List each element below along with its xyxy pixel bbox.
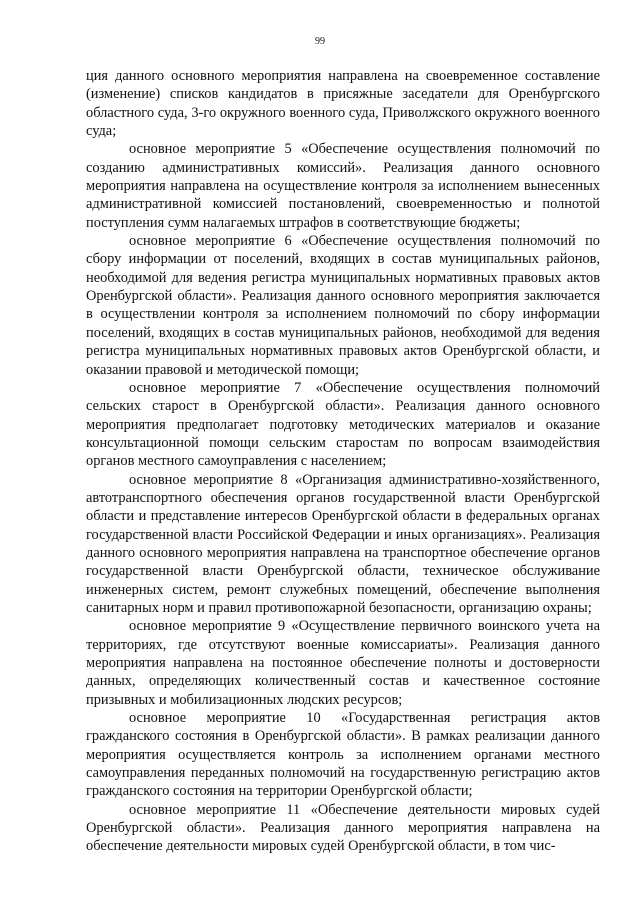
paragraph-measure-8: основное мероприятие 8 «Организация административно-хозяйственного, автотранспортного обеспечения органов государственной власти Оренбургской области и представление интересов Оренбургской области в федеральных органах государственной власти Российской Федерации и иных организациях». Реализация данного основного мероприятия направлена на транспортное обеспечение органов государственной власти Оренбургской области, техническое обслуживание инженерных систем, ремонт служебных помещений, обеспечение выполнения санитарных норм и правил противопожарной безопасности, организацию охраны; — [86, 471, 600, 616]
page-number: 99 — [315, 36, 325, 47]
paragraph-measure-7: основное мероприятие 7 «Обеспечение осуществления полномочий сельских старост в Оренбургской области». Реализация данного основного мероприятия предполагает подготовку методических материалов и оказание консультационной помощи сельским старостам по вопросам взаимодействия органов местного самоуправления с населением; — [86, 379, 600, 470]
paragraph-measure-11: основное мероприятие 11 «Обеспечение деятельности мировых судей Оренбургской области». Реализация данного мероприятия направлена на обеспечение деятельности мировых судей Оренбургской области, в том чис- — [86, 801, 600, 855]
paragraph-measure-5: основное мероприятие 5 «Обеспечение осуществления полномочий по созданию административных комиссий». Реализация данного основного мероприятия направлена на осуществление контроля за исполнением вынесенных административной комиссией постановлений, своевременностью и полнотой поступления сумм налагаемых штрафов в соответствующие бюджеты; — [86, 141, 600, 231]
document-body — [86, 67, 600, 856]
paragraph-measure-10: основное мероприятие 10 «Государственная регистрация актов гражданского состояния в Оренбургской области». В рамках реализации данного мероприятия осуществляется контроль за исполнением органами местного самоуправления переданных полномочий на государственную регистрацию актов гражданского состояния на территории Оренбургской области; — [86, 710, 600, 800]
paragraph-measure-6: основное мероприятие 6 «Обеспечение осуществления полномочий по сбору информации от поселений, входящих в состав муниципальных районов, необходимой для ведения регистра муниципальных нормативных правовых актов Оренбургской области». Реализация данного основного мероприятия заключается в осуществлении контроля за исполнением полномочий по сбору информации поселений, входящих в состав муниципальных районов, необходимой для ведения регистра муниципальных нормативных правовых актов Оренбургской области, и оказании правовой и методической помощи; — [86, 233, 600, 378]
paragraph-continuation: ция данного основного мероприятия направлена на своевременное составление (изменение) списков кандидатов в присяжные заседатели для Оренбургского областного суда, 3-го окружного военного суда, Приволжского окружного военного суда; — [86, 68, 600, 140]
paragraph-measure-9: основное мероприятие 9 «Осуществление первичного воинского учета на территориях, где отсутствуют военные комиссариаты». Реализация данного мероприятия направлена на постоянное обеспечение полноты и достоверности данных, определяющих количественный состав и качественное состояние призывных и мобилизационных людских ресурсов; — [86, 618, 600, 708]
